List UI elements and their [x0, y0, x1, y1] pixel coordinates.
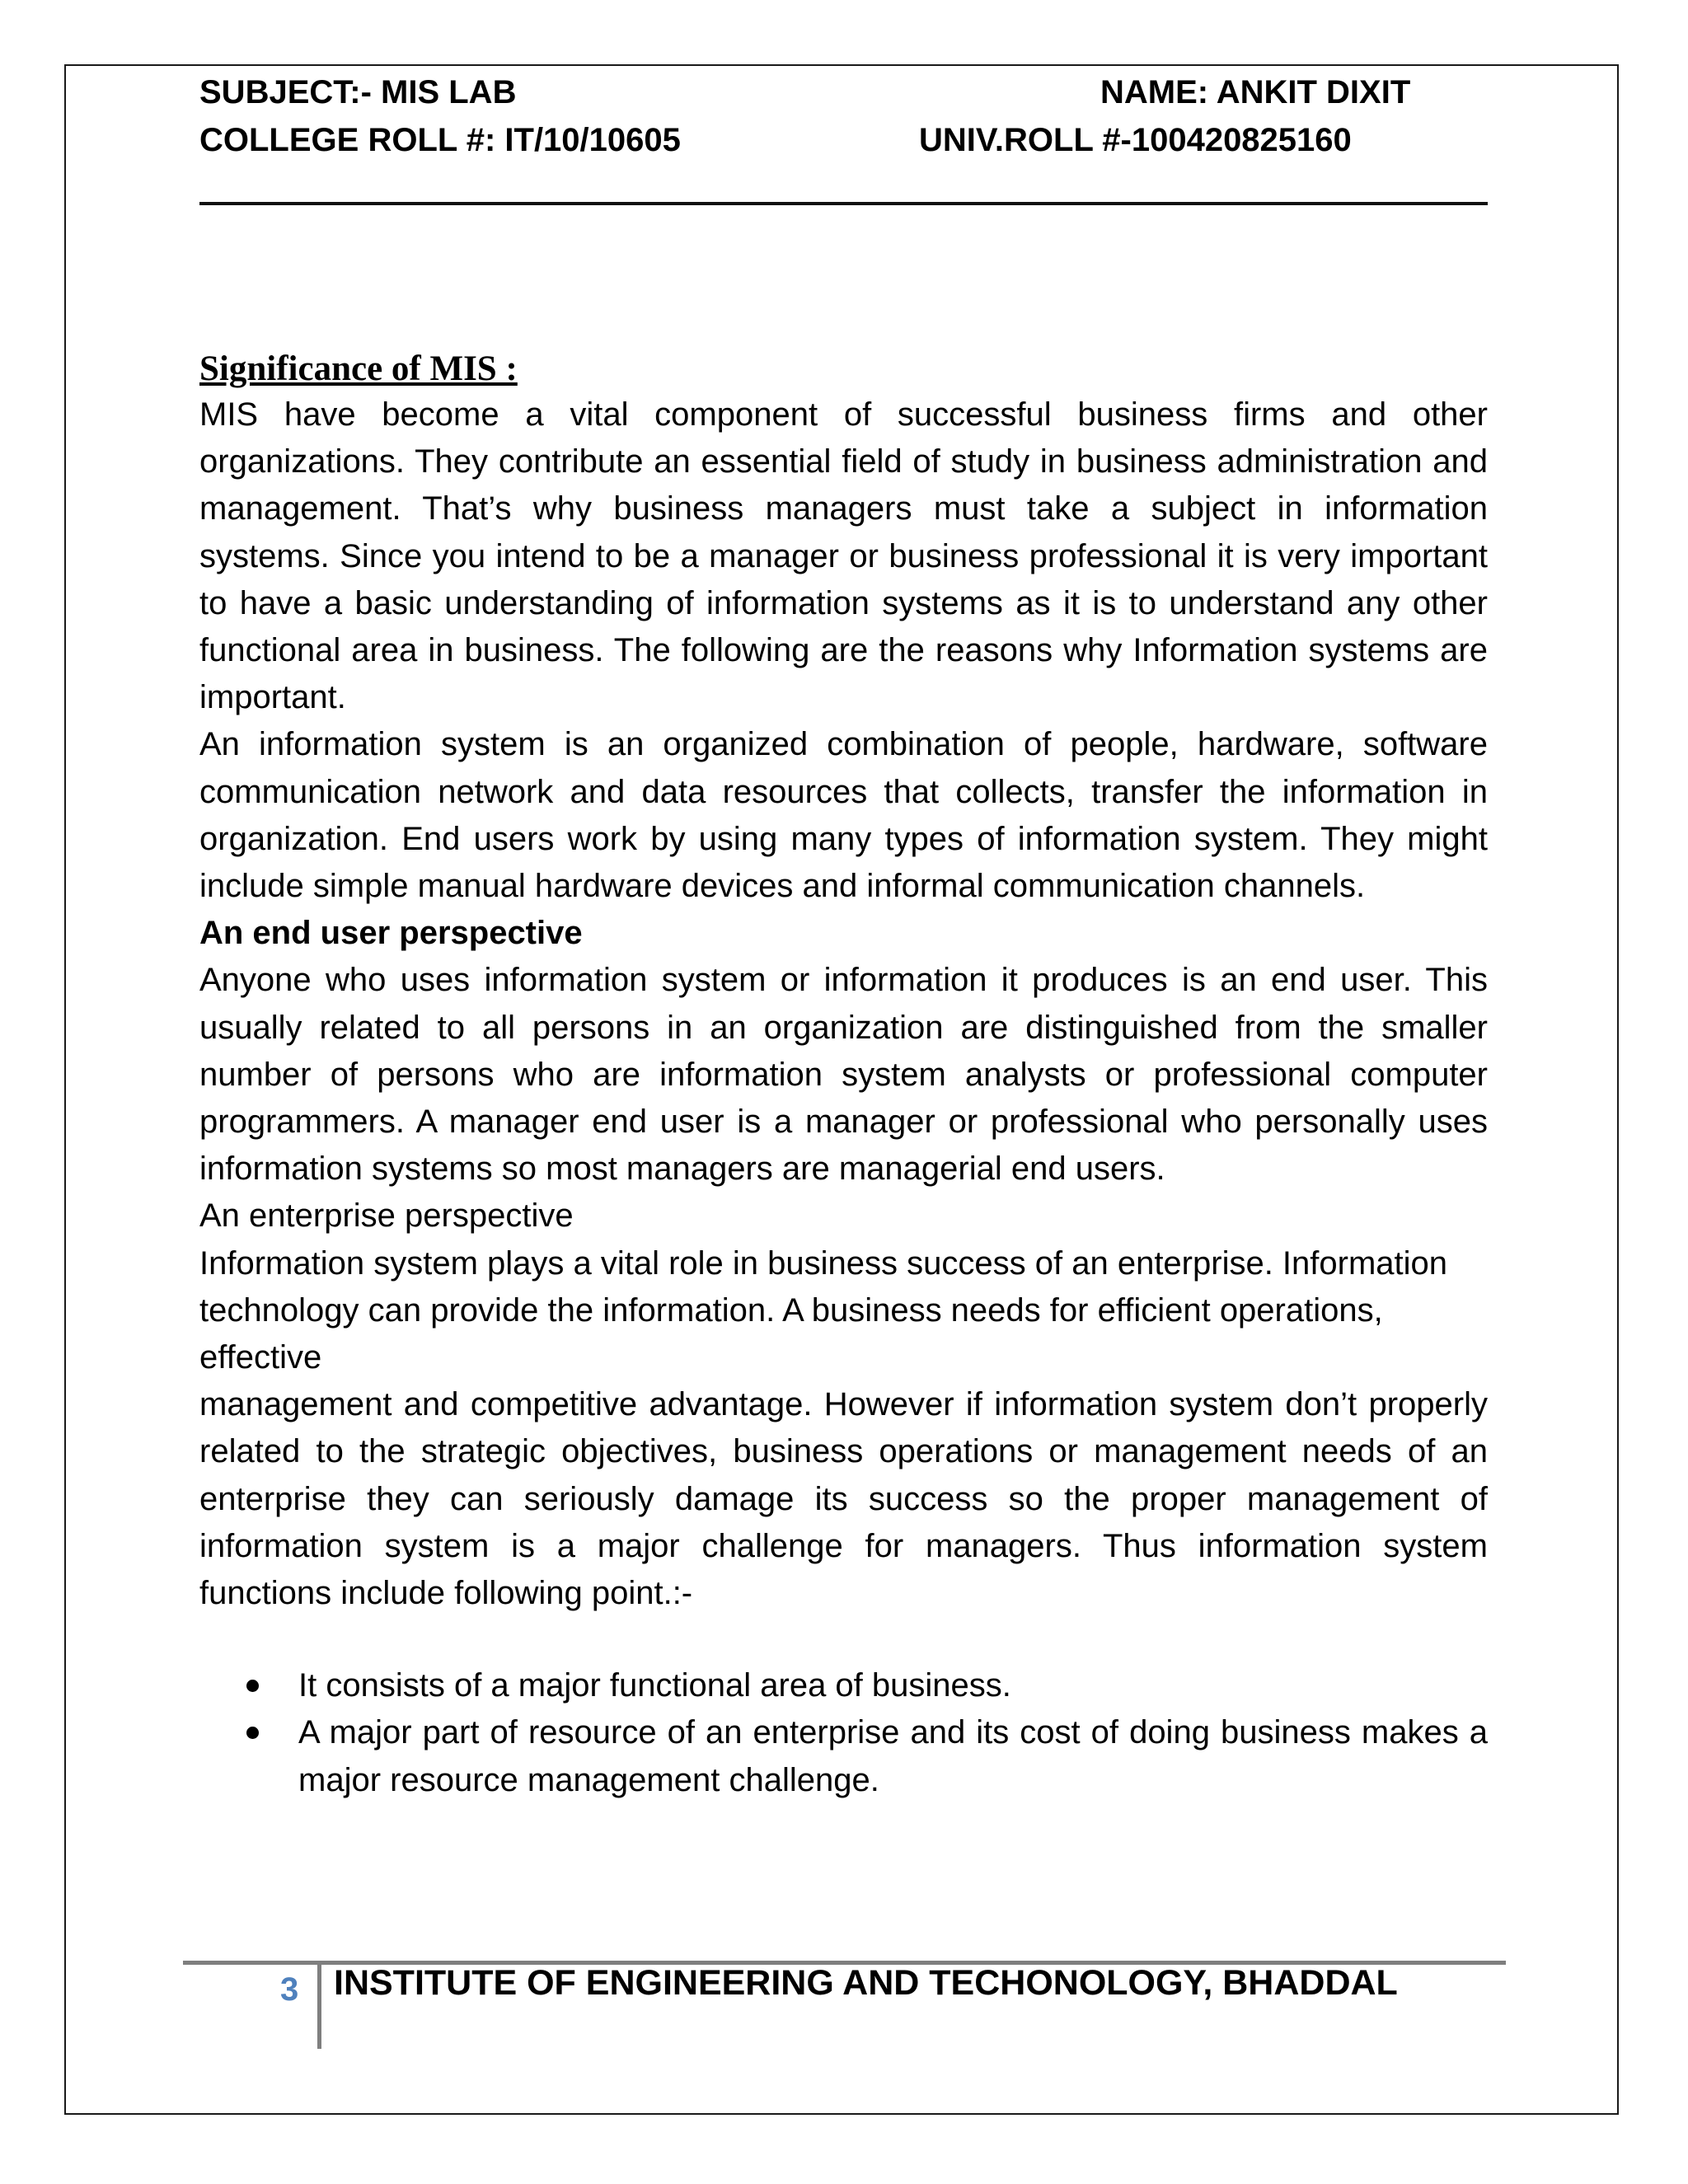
heading-end-user: An end user perspective	[199, 915, 583, 952]
section-title: Significance of MIS :	[199, 349, 518, 388]
page-number: 3	[280, 1971, 299, 2008]
paragraph-intro: MIS have become a vital component of successful business firms and other organizations. They contribute an essential field of study in business administration and management. That’s why business managers must take a subject in information systems. Since you intend to be a manager or business professional it is very important to have a basic understanding of information systems as it is to understand any other functional area in business. The following are the reasons why Information systems are important.	[199, 396, 1488, 716]
list-item-text: It consists of a major functional area of business.	[298, 1667, 1011, 1704]
header-divider	[199, 202, 1488, 205]
heading-enterprise: An enterprise perspective	[199, 1197, 574, 1235]
univ-roll: UNIV.ROLL #-100420825160	[919, 122, 1352, 158]
list-item	[199, 1709, 1488, 1803]
document-header	[199, 74, 1485, 170]
paragraph-end-user: Anyone who uses information system or information it produces is an end user. This usually related to all persons in an organization are distinguished from the smaller number of persons who are information system analysts or professional computer programmers. A manager end user is a manager or professional who personally uses information systems so most managers are managerial end users.	[199, 962, 1488, 1188]
list-item-text: A major part of resource of an enterprise and its cost of doing business makes a major resource management challenge.	[298, 1714, 1488, 1798]
paragraph-enterprise-1: Information system plays a vital role in business success of an enterprise. Information technology can provide the information. A business needs for efficient operations, effective	[199, 1244, 1448, 1376]
bullet-list	[199, 1662, 1488, 1804]
subject-label: SUBJECT:- MIS LAB	[199, 74, 517, 110]
footer-institute: INSTITUTE OF ENGINEERING AND TECHONOLOGY, BHADDAL	[334, 1963, 1398, 2003]
bullet-icon	[246, 1727, 259, 1739]
list-item	[199, 1662, 1488, 1709]
paragraph-definition: An information system is an organized combination of people, hardware, software communication network and data resources that collects, transfer the information in organization. End users work by using many types of information system. They might include simple manual hardware devices and informal communication channels.	[199, 726, 1488, 905]
paragraph-enterprise-2: management and competitive advantage. However if information system don’t properly related to the strategic objectives, business operations or management needs of an enterprise they can seriously damage its success so the proper management of information system is a major challenge for managers. Thus information system functions include following point.:-	[199, 1386, 1488, 1612]
student-name: NAME: ANKIT DIXIT	[1100, 74, 1411, 110]
footer-separator	[317, 1963, 321, 2049]
college-roll: COLLEGE ROLL #: IT/10/10605	[199, 122, 681, 158]
bullet-icon	[246, 1680, 259, 1692]
document-body	[199, 347, 1488, 1804]
